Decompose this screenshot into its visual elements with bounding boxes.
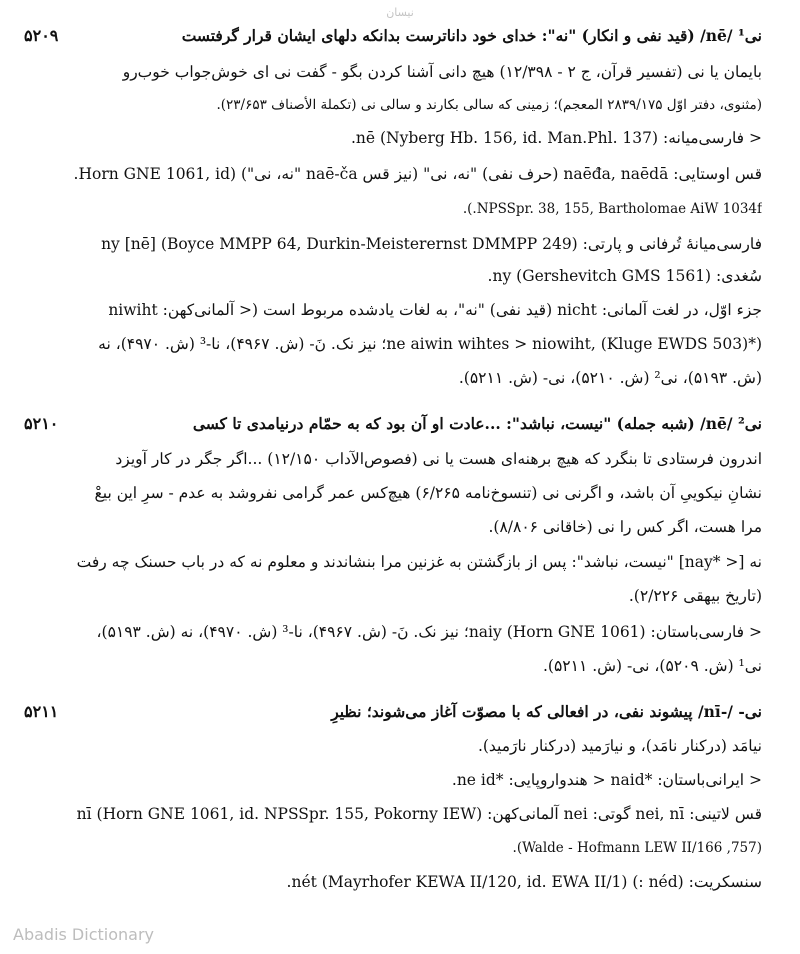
entry-line: [24, 408, 762, 440]
entry-number: ۵۲۱۰: [24, 414, 59, 433]
entry-line: مرا هست، اگر کس را نی (خاقانی ۸/۸۰۶).: [488, 518, 762, 536]
etymology-line: NPSSpr. 38, 155, Bartholomae AiW 1034f.).: [462, 201, 762, 217]
etymology-line: < ایرانی‌باستان: *naid < هندواروپایی: *ne id.: [451, 771, 762, 789]
entry-line: نیامَد (درکنار نامَد)، و نیارَمید (درکنار نارَمید).: [477, 737, 762, 755]
etymology-line: (757, Walde - Hofmann LEW II/166).: [512, 840, 762, 856]
site-watermark: Abadis Dictionary: [13, 925, 154, 944]
entry-line: نشانِ نیکوییِ آن باشد، و اگرنی نی (تنسوخ‌نامه ۶/۲۶۵) هیچ‌کس عمر گرامی نفروشد به عدم - سرِ این بیعْ: [94, 484, 762, 502]
entry-line: نه [< *nay] "نیست، نباشد": پس از بازگشتن به غزنین مرا بنشاندند و معلوم نه که در باب حسنک چه رفت: [76, 553, 762, 571]
etymology-line: جزء اوّل، در لغت آلمانی: nicht (قید نفی) "نه"، به لغات یادشده مربوط است (< آلمانی‌کهن: niwiht: [108, 301, 762, 319]
etymology-line: قس لاتینی: nei, nī گوتی: nei آلمانی‌کهن: nī (Horn GNE 1061, id. NPSSpr. 155, Pokorny IEW): [76, 805, 762, 823]
entry-line: اندرون فرستادی تا بنگرد که هیچ برهنه‌ای هست یا نی (فصوص‌الآداب ۱۲/۱۵۰) ...اگر جگر در کار آویزد: [115, 450, 762, 468]
entry-number: ۵۲۱۱: [24, 702, 59, 721]
etymology-line: < فارسی‌میانه: nē (Nyberg Hb. 156, id. Man.Phl. 137).: [350, 129, 762, 147]
entry-text: نی- /-nī/ پیشوند نفی، در افعالی که با مصوّت آغاز می‌شوند؛ نظیرِ: [331, 702, 762, 721]
etymology-line: سنسکریت: (néd :) nét (Mayrhofer KEWA II/120, id. EWA II/1).: [286, 873, 762, 891]
faint-header-text: نیسان: [386, 6, 414, 19]
etymology-line: قس اوستایی: naēđa, naēdā (حرف نفی) "نه، نی" (نیز قس naē-ča "نه، نی") (Horn GNE 1061, id.: [73, 165, 762, 183]
entry-line: (تاریخ بیهقی ۲/۲۲۶).: [628, 587, 762, 605]
etymology-line: سُغدی: ny (Gershevitch GMS 1561).: [487, 267, 762, 285]
entry-number: ۵۲۰۹: [24, 26, 59, 45]
entry-text: نی¹ /nē/ (قید نفی و انکار) "نه": خدای خود داناترست بدانکه دلهای ایشان قرار گرفتست: [181, 26, 762, 45]
etymology-line: < فارسی‌باستان: naiy (Horn GNE 1061)؛ نیز نک. نَ- (ش. ۴۹۶۷)، نا-³ (ش. ۴۹۷۰)، نه (ش. ۵۱۹۳)،: [96, 623, 762, 641]
etymology-line: نی¹ (ش. ۵۲۰۹)، نی- (ش. ۵۲۱۱).: [542, 657, 762, 675]
etymology-line: فارسی‌میانهٔ تُرفانی و پارتی: ny [nē] (Boyce MMPP 64, Durkin-Meisterernst DMMPP 249): [101, 235, 762, 253]
entry-line: بایمان یا نی (تفسیر قرآن، ج ۲ - ۱۲/۳۹۸) هیچ دانی آشنا کردن بگو - گفت نی ای خوش‌جواب خوب‌رو: [122, 63, 762, 81]
entry-line: [24, 696, 762, 728]
etymology-line: (*ne aiwin wihtes > niowiht, (Kluge EWDS 503)؛ نیز نک. نَ- (ش. ۴۹۶۷)، نا-³ (ش. ۴۹۷۰)، نه: [98, 335, 762, 353]
entry-line: (مثنوی، دفتر اوّل ۲۸۳۹/۱۷۵ المعجم)؛ زمینی که سالی بکارند و سالی نی (تکملة الأصناف ۲۳/۶۵۳).: [216, 97, 762, 113]
entry-text: نی² /nē/ (شبه جمله) "نیست، نباشد": ...عادت او آن بود که به حمّام درنیامدی تا کسی: [192, 414, 762, 433]
entry-line: [24, 20, 762, 52]
etymology-line: (ش. ۵۱۹۳)، نی² (ش. ۵۲۱۰)، نی- (ش. ۵۲۱۱).: [458, 369, 762, 387]
